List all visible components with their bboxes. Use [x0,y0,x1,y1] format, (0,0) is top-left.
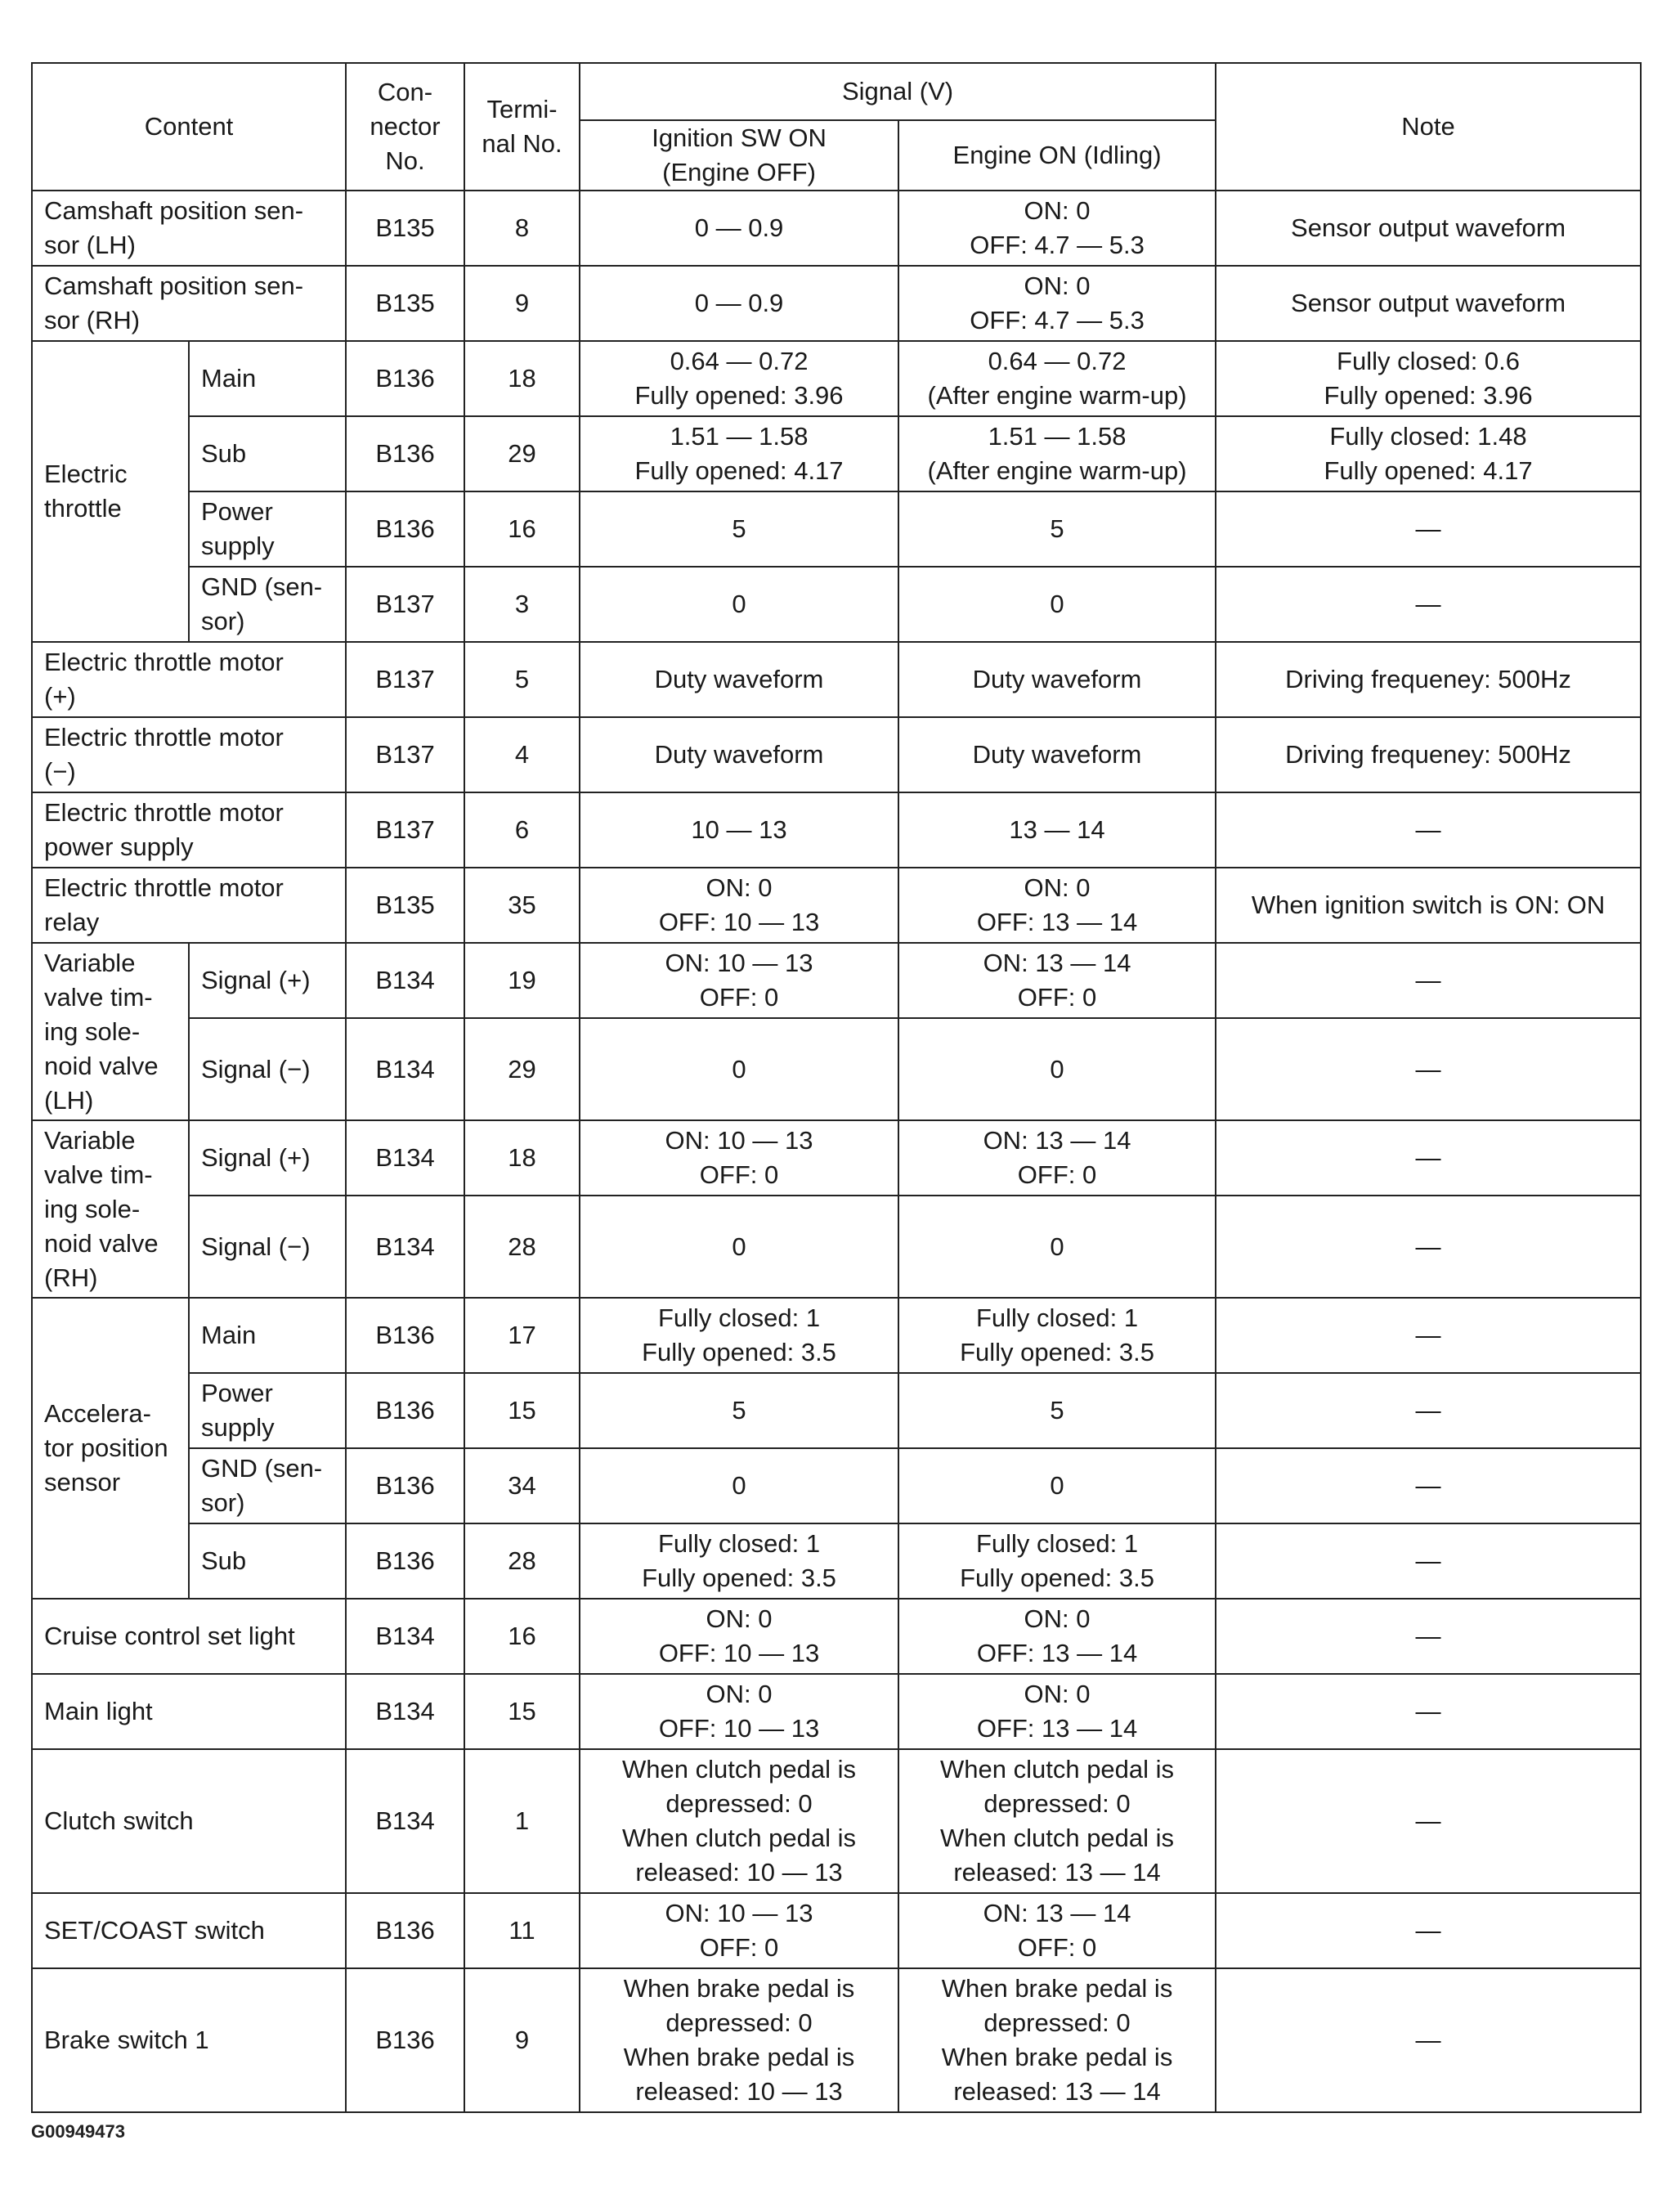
row-note: — [1216,943,1641,1018]
row-subcontent: Signal (−) [189,1196,346,1298]
row-content: Main light [32,1674,346,1749]
row-connector: B134 [346,1196,464,1298]
row-subcontent: GND (sen- sor) [189,1448,346,1523]
row-group-accelerator: Accelera- tor position sensor [32,1298,189,1599]
row-note: Fully closed: 1.48 Fully opened: 4.17 [1216,416,1641,491]
row-ignition: 5 [580,491,898,567]
row-ignition: 0 [580,1448,898,1523]
row-connector: B136 [346,1968,464,2112]
table-row [32,1448,1641,1523]
row-terminal: 29 [464,416,580,491]
table-row [32,717,1641,792]
row-ignition: ON: 10 — 13 OFF: 0 [580,1893,898,1968]
row-note: Driving frequeney: 500Hz [1216,642,1641,717]
row-engine: Fully closed: 1 Fully opened: 3.5 [898,1523,1216,1599]
row-engine: ON: 13 — 14 OFF: 0 [898,943,1216,1018]
row-engine: ON: 0 OFF: 13 — 14 [898,1599,1216,1674]
row-note: — [1216,1448,1641,1523]
row-group-electric-throttle: Electric throttle [32,341,189,642]
row-connector: B136 [346,341,464,416]
header-signal: Signal (V) [580,63,1216,120]
row-terminal: 28 [464,1196,580,1298]
row-content: Electric throttle motor relay [32,868,346,943]
row-note: — [1216,1120,1641,1196]
row-terminal: 1 [464,1749,580,1893]
table-row [32,943,1641,1018]
row-note: — [1216,491,1641,567]
table-row [32,567,1641,642]
row-note: — [1216,1373,1641,1448]
row-engine: 0 [898,1018,1216,1120]
row-engine: 13 — 14 [898,792,1216,868]
table-row [32,1120,1641,1196]
row-note: — [1216,1599,1641,1674]
row-engine: Duty waveform [898,642,1216,717]
row-ignition: Duty waveform [580,717,898,792]
row-connector: B135 [346,191,464,266]
row-connector: B135 [346,868,464,943]
row-terminal: 11 [464,1893,580,1968]
row-group-vvt-rh: Variable valve tim- ing sole- noid valve (RH) [32,1120,189,1298]
row-terminal: 5 [464,642,580,717]
row-connector: B136 [346,491,464,567]
row-connector: B136 [346,1523,464,1599]
row-connector: B134 [346,1749,464,1893]
row-ignition: 0 [580,1018,898,1120]
row-terminal: 16 [464,491,580,567]
row-connector: B136 [346,1448,464,1523]
header-terminal: Termi- nal No. [464,63,580,191]
row-connector: B136 [346,1298,464,1373]
row-terminal: 3 [464,567,580,642]
table-row [32,1599,1641,1674]
row-terminal: 35 [464,868,580,943]
row-subcontent: Sub [189,416,346,491]
row-connector: B136 [346,416,464,491]
header-engine: Engine ON (Idling) [898,120,1216,191]
row-engine: ON: 0 OFF: 13 — 14 [898,868,1216,943]
row-note: — [1216,567,1641,642]
row-ignition: ON: 0 OFF: 10 — 13 [580,1599,898,1674]
row-connector: B134 [346,1120,464,1196]
row-ignition: 0 — 0.9 [580,266,898,341]
row-terminal: 34 [464,1448,580,1523]
row-subcontent: GND (sen- sor) [189,567,346,642]
row-engine: 1.51 — 1.58 (After engine warm-up) [898,416,1216,491]
row-connector: B137 [346,717,464,792]
row-connector: B136 [346,1373,464,1448]
row-engine: 0 [898,1448,1216,1523]
row-terminal: 8 [464,191,580,266]
row-ignition: 0 — 0.9 [580,191,898,266]
row-terminal: 6 [464,792,580,868]
row-note: — [1216,1968,1641,2112]
row-ignition: When clutch pedal is depressed: 0 When clutch pedal is released: 10 — 13 [580,1749,898,1893]
row-content: Electric throttle motor (−) [32,717,346,792]
row-subcontent: Signal (−) [189,1018,346,1120]
row-connector: B134 [346,1674,464,1749]
row-ignition: 10 — 13 [580,792,898,868]
table-row [32,266,1641,341]
table-row [32,191,1641,266]
row-connector: B136 [346,1893,464,1968]
header-ignition: Ignition SW ON (Engine OFF) [580,120,898,191]
row-terminal: 15 [464,1674,580,1749]
row-engine: ON: 0 OFF: 4.7 — 5.3 [898,191,1216,266]
row-note: — [1216,1893,1641,1968]
row-group-vvt-lh: Variable valve tim- ing sole- noid valve (LH) [32,943,189,1120]
table-row [32,1968,1641,2112]
table-row [32,416,1641,491]
row-engine: When clutch pedal is depressed: 0 When clutch pedal is released: 13 — 14 [898,1749,1216,1893]
row-note: When ignition switch is ON: ON [1216,868,1641,943]
row-terminal: 18 [464,1120,580,1196]
table-row [32,792,1641,868]
table-row [32,1893,1641,1968]
row-note: — [1216,1523,1641,1599]
row-subcontent: Signal (+) [189,943,346,1018]
row-engine: Duty waveform [898,717,1216,792]
row-ignition: 5 [580,1373,898,1448]
row-terminal: 9 [464,266,580,341]
row-engine: 0 [898,1196,1216,1298]
table-row [32,341,1641,416]
row-engine: ON: 13 — 14 OFF: 0 [898,1120,1216,1196]
row-subcontent: Power supply [189,1373,346,1448]
row-ignition: 0.64 — 0.72 Fully opened: 3.96 [580,341,898,416]
row-ignition: 1.51 — 1.58 Fully opened: 4.17 [580,416,898,491]
table-row [32,1523,1641,1599]
row-subcontent: Main [189,1298,346,1373]
row-note: Sensor output waveform [1216,266,1641,341]
row-connector: B137 [346,642,464,717]
row-engine: ON: 13 — 14 OFF: 0 [898,1893,1216,1968]
table-row [32,1298,1641,1373]
table-row [32,1749,1641,1893]
row-content: Brake switch 1 [32,1968,346,2112]
row-terminal: 4 [464,717,580,792]
table-row [32,491,1641,567]
row-terminal: 28 [464,1523,580,1599]
header-connector: Con- nector No. [346,63,464,191]
row-note: — [1216,1196,1641,1298]
row-terminal: 15 [464,1373,580,1448]
row-terminal: 19 [464,943,580,1018]
row-note: Driving frequeney: 500Hz [1216,717,1641,792]
table-row [32,868,1641,943]
row-note: — [1216,1674,1641,1749]
row-engine: When brake pedal is depressed: 0 When brake pedal is released: 13 — 14 [898,1968,1216,2112]
row-terminal: 18 [464,341,580,416]
row-connector: B137 [346,567,464,642]
row-engine: 5 [898,491,1216,567]
row-ignition: 0 [580,567,898,642]
row-note: Fully closed: 0.6 Fully opened: 3.96 [1216,341,1641,416]
table-row [32,1674,1641,1749]
row-terminal: 9 [464,1968,580,2112]
table-row [32,1018,1641,1120]
row-engine: ON: 0 OFF: 13 — 14 [898,1674,1216,1749]
row-connector: B137 [346,792,464,868]
row-note: — [1216,1298,1641,1373]
row-subcontent: Main [189,341,346,416]
row-terminal: 29 [464,1018,580,1120]
row-subcontent: Signal (+) [189,1120,346,1196]
row-content: Clutch switch [32,1749,346,1893]
row-ignition: ON: 0 OFF: 10 — 13 [580,1674,898,1749]
row-content: SET/COAST switch [32,1893,346,1968]
header-content: Content [32,63,346,191]
row-ignition: ON: 0 OFF: 10 — 13 [580,868,898,943]
row-engine: Fully closed: 1 Fully opened: 3.5 [898,1298,1216,1373]
row-connector: B134 [346,1599,464,1674]
row-terminal: 17 [464,1298,580,1373]
table-row [32,642,1641,717]
row-note: — [1216,1749,1641,1893]
figure-code: G00949473 [31,2121,125,2142]
row-ignition: ON: 10 — 13 OFF: 0 [580,943,898,1018]
row-content: Electric throttle motor (+) [32,642,346,717]
row-note: — [1216,792,1641,868]
row-content: Camshaft position sen- sor (RH) [32,266,346,341]
row-connector: B135 [346,266,464,341]
header-note: Note [1216,63,1641,191]
row-ignition: When brake pedal is depressed: 0 When brake pedal is released: 10 — 13 [580,1968,898,2112]
row-engine: 0 [898,567,1216,642]
row-content: Camshaft position sen- sor (LH) [32,191,346,266]
row-ignition: Fully closed: 1 Fully opened: 3.5 [580,1298,898,1373]
row-connector: B134 [346,1018,464,1120]
row-subcontent: Power supply [189,491,346,567]
row-engine: ON: 0 OFF: 4.7 — 5.3 [898,266,1216,341]
row-ignition: 0 [580,1196,898,1298]
row-ignition: Fully closed: 1 Fully opened: 3.5 [580,1523,898,1599]
row-connector: B134 [346,943,464,1018]
table-row [32,1196,1641,1298]
row-note: — [1216,1018,1641,1120]
row-content: Cruise control set light [32,1599,346,1674]
row-content: Electric throttle motor power supply [32,792,346,868]
row-engine: 5 [898,1373,1216,1448]
row-ignition: Duty waveform [580,642,898,717]
signal-table [31,62,1642,2113]
table-row [32,1373,1641,1448]
row-ignition: ON: 10 — 13 OFF: 0 [580,1120,898,1196]
row-terminal: 16 [464,1599,580,1674]
row-subcontent: Sub [189,1523,346,1599]
row-engine: 0.64 — 0.72 (After engine warm-up) [898,341,1216,416]
row-note: Sensor output waveform [1216,191,1641,266]
